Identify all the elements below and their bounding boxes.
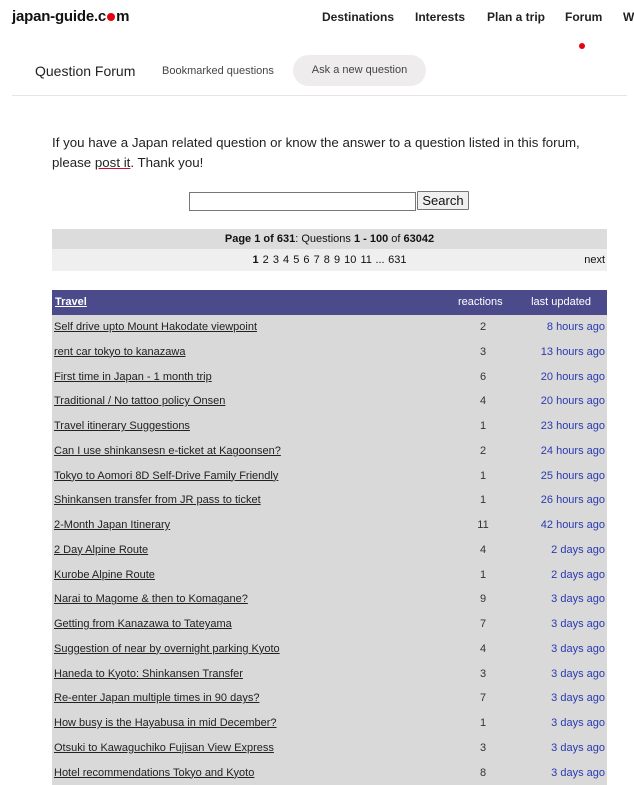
- range-end: 100: [370, 233, 388, 245]
- table-row: [52, 711, 607, 736]
- of-label: of: [263, 233, 273, 245]
- question-title-link[interactable]: Kurobe Alpine Route: [54, 563, 155, 588]
- reaction-count: 4: [458, 389, 508, 414]
- reaction-count: 2: [458, 439, 508, 464]
- last-updated-link[interactable]: 3 days ago: [551, 736, 605, 761]
- question-title-link[interactable]: Narai to Magome & then to Komagane?: [54, 587, 248, 612]
- page-link[interactable]: 3: [273, 254, 279, 266]
- table-row: [52, 686, 607, 711]
- table-row: [52, 736, 607, 761]
- nav-destinations[interactable]: Destinations: [322, 10, 394, 24]
- reaction-count: 1: [458, 563, 508, 588]
- last-updated-link[interactable]: 24 hours ago: [541, 439, 605, 464]
- current-page: 1: [254, 233, 260, 245]
- last-updated-link[interactable]: 20 hours ago: [541, 365, 605, 390]
- reactions-column-header: reactions: [458, 290, 503, 315]
- reaction-count: 3: [458, 662, 508, 687]
- last-page-link[interactable]: 631: [388, 254, 406, 266]
- next-page-link[interactable]: next: [584, 249, 605, 271]
- question-title-link[interactable]: Re-enter Japan multiple times in 90 days?: [54, 686, 259, 711]
- question-title-link[interactable]: Hotel recommendations Tokyo and Kyoto: [54, 761, 254, 785]
- range-start: 1: [354, 233, 360, 245]
- questions-label: : Questions: [295, 233, 351, 245]
- page-link[interactable]: 9: [334, 254, 340, 266]
- nav-overflow-item[interactable]: W: [623, 10, 634, 24]
- intro-text-start: If you have a Japan related question or know the answer to a question listed in this forum, please: [52, 135, 580, 170]
- question-title-link[interactable]: Can I use shinkansesn e-ticket at Kagoonsen?: [54, 439, 281, 464]
- reaction-count: 4: [458, 538, 508, 563]
- question-title-link[interactable]: Otsuki to Kawaguchiko Fujisan View Express: [54, 736, 274, 761]
- page-ellipsis: ...: [375, 254, 384, 266]
- question-title-link[interactable]: Tokyo to Aomori 8D Self-Drive Family Friendly: [54, 464, 278, 489]
- last-updated-link[interactable]: 23 hours ago: [541, 414, 605, 439]
- table-row: [52, 612, 607, 637]
- nav-interests[interactable]: Interests: [415, 10, 465, 24]
- table-row: [52, 439, 607, 464]
- page-link-current[interactable]: 1: [252, 254, 258, 266]
- pagination-summary: [52, 229, 607, 249]
- table-header: [52, 290, 607, 315]
- total-questions: 63042: [404, 233, 435, 245]
- reaction-count: 11: [458, 513, 508, 538]
- table-row: [52, 340, 607, 365]
- last-updated-link[interactable]: 2 days ago: [551, 538, 605, 563]
- active-nav-indicator: [579, 43, 585, 49]
- reaction-count: 9: [458, 587, 508, 612]
- last-updated-column-header: last updated: [531, 290, 591, 315]
- category-travel-link[interactable]: Travel: [55, 290, 87, 315]
- last-updated-link[interactable]: 3 days ago: [551, 711, 605, 736]
- last-updated-link[interactable]: 13 hours ago: [541, 340, 605, 365]
- page-link[interactable]: 2: [263, 254, 269, 266]
- page-link[interactable]: 8: [324, 254, 330, 266]
- question-title-link[interactable]: Travel itinerary Suggestions: [54, 414, 190, 439]
- question-title-link[interactable]: 2-Month Japan Itinerary: [54, 513, 170, 538]
- question-title-link[interactable]: Traditional / No tattoo policy Onsen: [54, 389, 225, 414]
- last-updated-link[interactable]: 3 days ago: [551, 761, 605, 785]
- question-title-link[interactable]: Shinkansen transfer from JR pass to ticket: [54, 488, 261, 513]
- table-row: [52, 662, 607, 687]
- reaction-count: 6: [458, 365, 508, 390]
- table-row: [52, 389, 607, 414]
- question-list: [52, 315, 607, 785]
- total-pages: 631: [277, 233, 295, 245]
- table-row: [52, 464, 607, 489]
- last-updated-link[interactable]: 25 hours ago: [541, 464, 605, 489]
- last-updated-link[interactable]: 3 days ago: [551, 662, 605, 687]
- logo-text-end: m: [116, 8, 129, 25]
- last-updated-link[interactable]: 42 hours ago: [541, 513, 605, 538]
- intro-text: [52, 133, 597, 173]
- page-link[interactable]: 5: [293, 254, 299, 266]
- reaction-count: 1: [458, 464, 508, 489]
- last-updated-link[interactable]: 20 hours ago: [541, 389, 605, 414]
- question-title-link[interactable]: 2 Day Alpine Route: [54, 538, 148, 563]
- reaction-count: 1: [458, 414, 508, 439]
- bookmarked-questions-link[interactable]: Bookmarked questions: [162, 65, 274, 77]
- nav-plan-a-trip[interactable]: Plan a trip: [487, 10, 545, 24]
- top-navigation: [0, 0, 627, 36]
- of-label-questions: of: [391, 233, 400, 245]
- page-link[interactable]: 10: [344, 254, 356, 266]
- nav-forum[interactable]: Forum: [565, 10, 602, 24]
- reaction-count: 8: [458, 761, 508, 785]
- ask-question-button[interactable]: Ask a new question: [293, 55, 426, 86]
- table-row: [52, 637, 607, 662]
- last-updated-link[interactable]: 26 hours ago: [541, 488, 605, 513]
- last-updated-link[interactable]: 3 days ago: [551, 637, 605, 662]
- reaction-count: 2: [458, 315, 508, 340]
- post-it-link[interactable]: post it: [95, 155, 130, 170]
- table-row: [52, 563, 607, 588]
- table-row: [52, 587, 607, 612]
- question-title-link[interactable]: rent car tokyo to kanazawa: [54, 340, 185, 365]
- question-title-link[interactable]: Getting from Kanazawa to Tateyama: [54, 612, 232, 637]
- pagination-links: [52, 249, 607, 271]
- last-updated-link[interactable]: 3 days ago: [551, 686, 605, 711]
- search-button[interactable]: Search: [417, 191, 469, 210]
- page-label: Page: [225, 233, 251, 245]
- logo-dot-icon: [107, 13, 115, 21]
- header-divider: [12, 95, 627, 96]
- question-title-link[interactable]: Suggestion of near by overnight parking Kyoto: [54, 637, 280, 662]
- reaction-count: 3: [458, 340, 508, 365]
- reaction-count: 7: [458, 686, 508, 711]
- logo-text-start: japan-guide.c: [12, 8, 106, 25]
- table-row: [52, 761, 607, 785]
- table-row: [52, 513, 607, 538]
- search-input[interactable]: [189, 192, 416, 211]
- reaction-count: 1: [458, 488, 508, 513]
- range-separator: -: [363, 233, 367, 245]
- reaction-count: 1: [458, 711, 508, 736]
- last-updated-link[interactable]: 3 days ago: [551, 587, 605, 612]
- table-row: [52, 365, 607, 390]
- reaction-count: 4: [458, 637, 508, 662]
- last-updated-link[interactable]: 3 days ago: [551, 612, 605, 637]
- page-links: [52, 249, 607, 271]
- intro-text-end: . Thank you!: [130, 155, 203, 170]
- last-updated-link[interactable]: 2 days ago: [551, 563, 605, 588]
- reaction-count: 3: [458, 736, 508, 761]
- reaction-count: 7: [458, 612, 508, 637]
- table-row: [52, 414, 607, 439]
- table-row: [52, 315, 607, 340]
- last-updated-link[interactable]: 8 hours ago: [547, 315, 605, 340]
- question-title-link[interactable]: Self drive upto Mount Hakodate viewpoint: [54, 315, 257, 340]
- page-link[interactable]: 7: [314, 254, 320, 266]
- page-link[interactable]: 6: [303, 254, 309, 266]
- table-row: [52, 488, 607, 513]
- question-title-link[interactable]: How busy is the Hayabusa in mid December?: [54, 711, 277, 736]
- question-title-link[interactable]: Haneda to Kyoto: Shinkansen Transfer: [54, 662, 243, 687]
- table-row: [52, 538, 607, 563]
- page-link[interactable]: 11: [360, 254, 371, 266]
- forum-title[interactable]: Question Forum: [35, 63, 135, 79]
- question-title-link[interactable]: First time in Japan - 1 month trip: [54, 365, 212, 390]
- page-link[interactable]: 4: [283, 254, 289, 266]
- site-logo[interactable]: [12, 8, 129, 25]
